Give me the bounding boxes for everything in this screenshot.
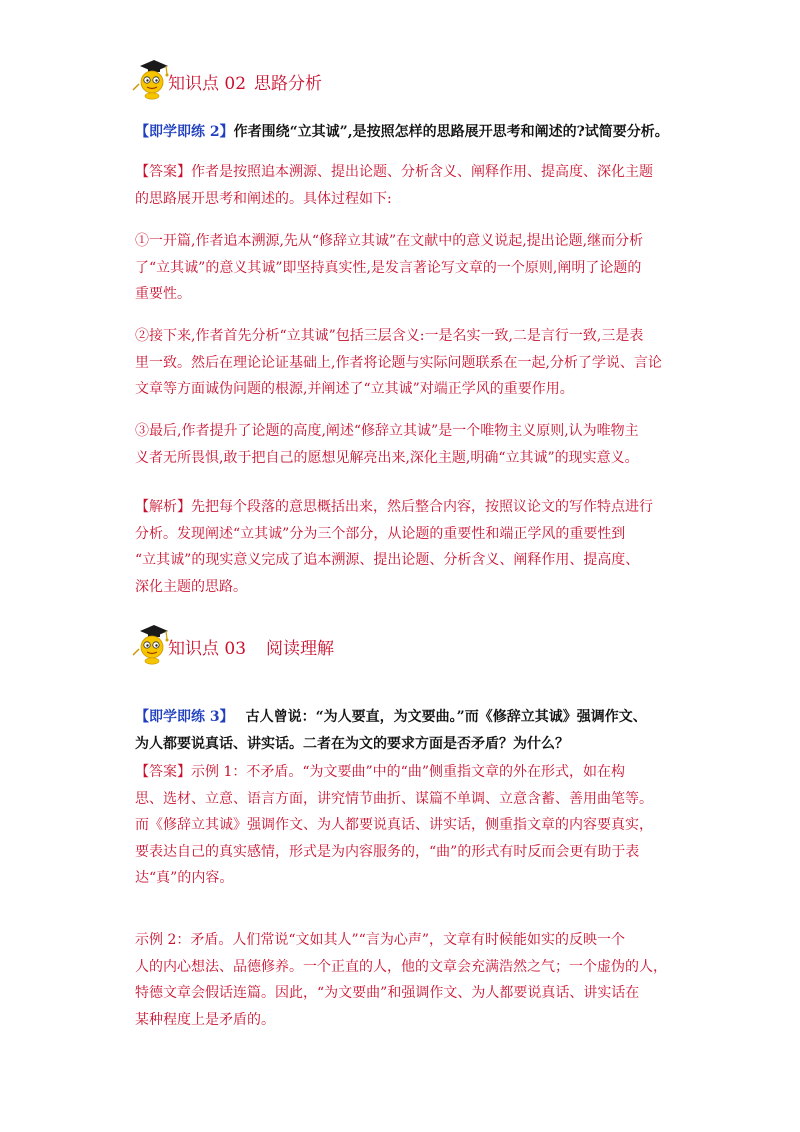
answer-line: 达“真”的内容。 — [135, 870, 234, 886]
answer-point-3 — [135, 418, 675, 471]
section-subtitle: 阅读理解 — [266, 639, 335, 659]
answer-line: 的思路展开思考和阐述的。具体过程如下: — [135, 190, 392, 207]
answer-line: 思、选材、立意、语言方面，讲究情节曲折、谋篇不单调、立意含蓄、善用曲笔等。 — [135, 790, 653, 807]
analysis-line: “立其诚”的现实意义完成了追本溯源、提出论题、分析含义、阐释作用、提高度、 — [135, 552, 640, 568]
analysis-tag: 【解析】 — [135, 499, 191, 515]
answer-line: 义者无所畏惧,敢于把自己的愿想见解亮出来,深化主题,明确“立其诚”的现实意义。 — [135, 449, 639, 466]
answer-line: 人的内心想法、品德修养。一个正直的人，他的文章会充满浩然之气；一个虚伪的人， — [135, 958, 667, 975]
exercise-question-2 — [135, 119, 680, 146]
answer-line: 示例 1：不矛盾。“为文要曲”中的“曲”侧重指文章的外在形式，如在构 — [191, 764, 625, 780]
answer-line: 了“立其诚”的意义其诚”即坚持真实性,是发言著论写文章的一个原则,阐明了论题的 — [135, 259, 642, 276]
section-heading-02 — [130, 58, 322, 98]
section-title — [168, 639, 334, 663]
analysis-block-2 — [135, 494, 675, 600]
exercise-tag: 【即学即练 2】 — [135, 124, 234, 140]
graduate-mascot-icon — [130, 623, 172, 663]
answer-line: ①一开篇,作者追本溯源,先从“修辞立其诚”在文献中的意义说起,提出论题,继而分析 — [135, 233, 644, 249]
section-subtitle: 思路分析 — [254, 74, 323, 94]
answer-line: 重要性。 — [135, 286, 191, 302]
answer-line: 文章等方面诚伪问题的根源,并阐述了“立其诚”对端正学风的重要作用。 — [135, 381, 574, 397]
answer-example-2 — [135, 927, 675, 1033]
answer-line: 特德文章会假话连篇。因此，“为文要曲”和强调作文、为人都要说真话、讲实话在 — [135, 985, 640, 1001]
answer-block-3 — [135, 759, 675, 892]
answer-line: 作者是按照追本溯源、提出论题、分析含义、阐释作用、提高度、深化主题 — [191, 164, 653, 180]
answer-point-1 — [135, 228, 675, 308]
answer-line: 里一致。然后在理论论证基础上,作者将论题与实际问题联系在一起,分析了学说、言论 — [135, 354, 662, 371]
section-number: 知识点 02 — [168, 74, 247, 94]
exercise-question-3 — [135, 704, 675, 757]
section-heading-03 — [130, 623, 334, 663]
answer-line: 示例 2：矛盾。人们常说“文如其人”“言为心声”，文章有时候能如实的反映一个 — [135, 932, 625, 948]
answer-line: 某种程度上是矛盾的。 — [135, 1011, 275, 1028]
answer-tag: 【答案】 — [135, 764, 191, 780]
answer-block-2 — [135, 159, 675, 212]
section-title — [168, 74, 322, 98]
answer-line: 要表达自己的真实感情，形式是为内容服务的，“曲”的形式有时反而会更有助于表 — [135, 843, 640, 860]
analysis-line: 先把每个段落的意思概括出来，然后整合内容，按照议论文的写作特点进行 — [191, 499, 653, 515]
analysis-line: 分析。发现阐述“立其诚”分为三个部分，从论题的重要性和端正学风的重要性到 — [135, 525, 626, 542]
exercise-tag: 【即学即练 3】 — [135, 709, 234, 725]
analysis-line: 深化主题的思路。 — [135, 578, 247, 595]
exercise-question-text: 为人都要说真话、讲实话。二者在为文的要求方面是否矛盾？为什么？ — [135, 735, 569, 752]
section-number: 知识点 03 — [168, 639, 247, 659]
graduate-mascot-icon — [130, 58, 172, 98]
answer-line: ③最后,作者提升了论题的高度,阐述“修辞立其诚”是一个唯物主义原则,认为唯物主 — [135, 423, 639, 439]
answer-line: 而《修辞立其诚》强调作文、为人都要说真话、讲实话，侧重指文章的内容要真实， — [135, 817, 653, 833]
answer-line: ②接下来,作者首先分析“立其诚”包括三层含义:一是名实一致,二是言行一致,三是表 — [135, 328, 644, 344]
answer-point-2 — [135, 323, 675, 403]
exercise-question-text: 作者围绕“立其诚”,是按照怎样的思路展开思考和阐述的?试简要分析。 — [233, 124, 669, 140]
answer-tag: 【答案】 — [135, 164, 191, 180]
exercise-question-text: 古人曾说：“为人要直，为文要曲。”而《修辞立其诚》强调作文、 — [245, 709, 647, 725]
